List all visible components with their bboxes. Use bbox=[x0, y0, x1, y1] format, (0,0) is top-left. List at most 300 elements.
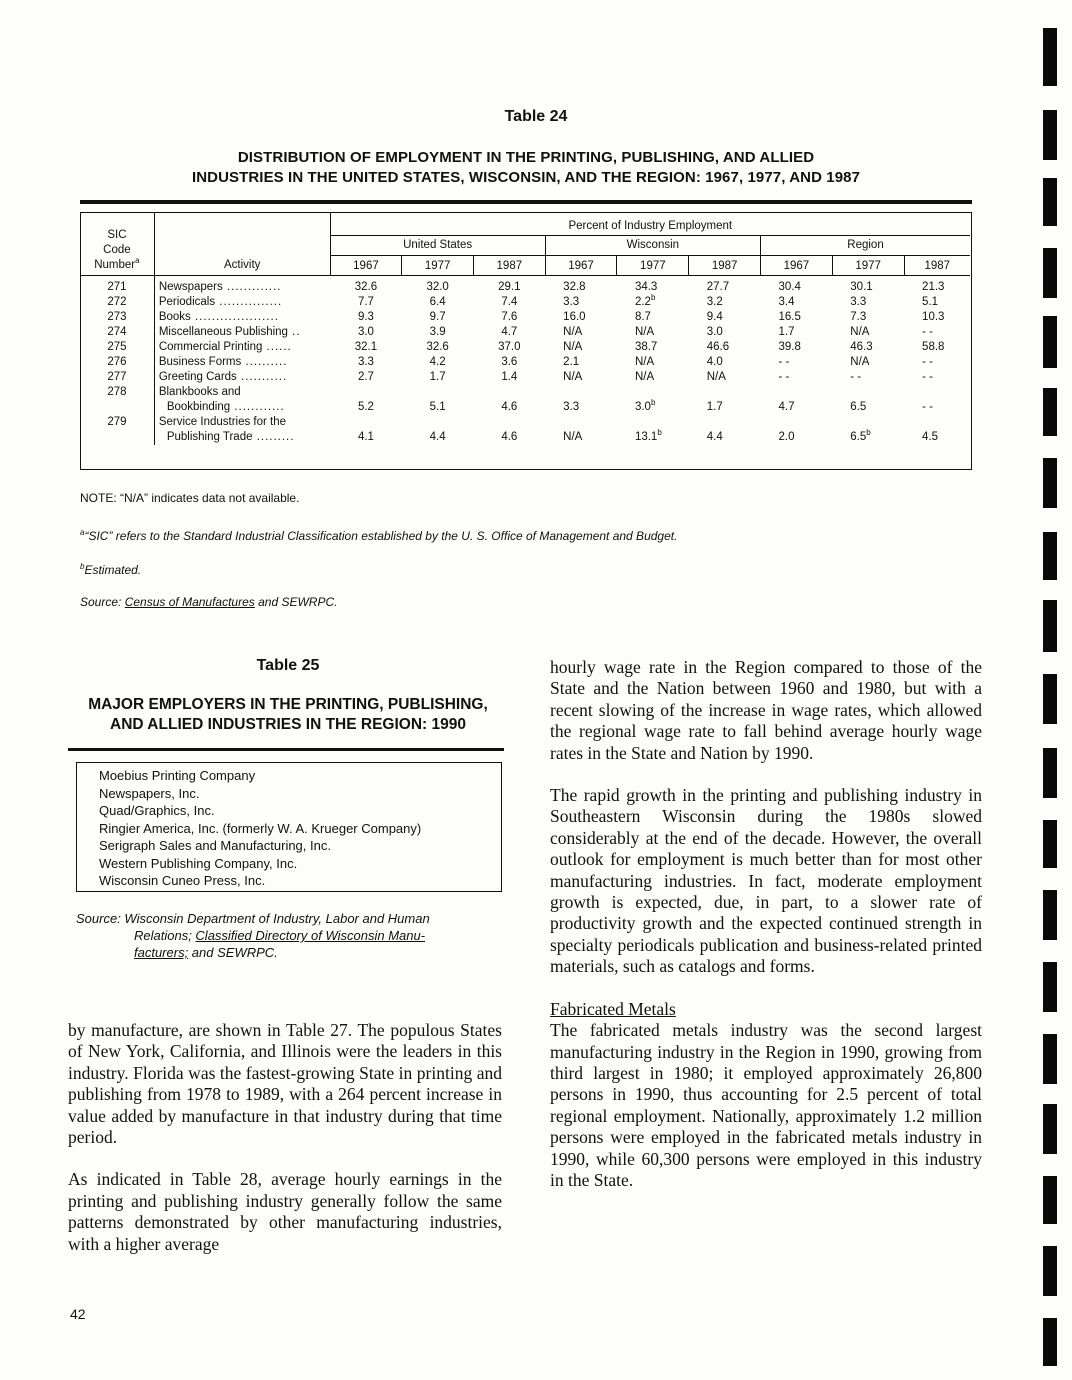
table25-source bbox=[76, 910, 506, 961]
wi-value-text: 38.7 bbox=[634, 341, 658, 353]
year-header: 1977 bbox=[617, 255, 689, 275]
region-value bbox=[761, 370, 833, 385]
activity-cell bbox=[154, 340, 330, 355]
table24-top-rule bbox=[80, 200, 972, 204]
paragraph: The fabricated metals industry was the second largest manufacturing industry in the Region in 1990, growing from third largest in 1980; it employed approximately 26,800 persons in 1990, thus accounting for 2.5 percent of total regional employment. Nationally, approximately 1.2 million persons were employed in the fabricated metals industry in 1990, while 60,300 persons were employed in this industry in the State. bbox=[550, 1020, 982, 1190]
scan-mark bbox=[1043, 1176, 1057, 1224]
us-value-text: 4.7 bbox=[501, 326, 518, 338]
us-value bbox=[330, 415, 402, 445]
source-line bbox=[76, 944, 506, 961]
wi-value-text: 27.7 bbox=[706, 280, 730, 293]
paragraph: As indicated in Table 28, average hourly earnings in the printing and publishing industry generally follow the same patterns demonstrated by other manufacturing industries, with a higher average bbox=[68, 1169, 502, 1254]
activity-name: Service Industries for the bbox=[158, 416, 287, 428]
footnote-b-text: Estimated. bbox=[84, 563, 142, 577]
table24-footnote-b bbox=[80, 563, 141, 577]
sic-code: 276 bbox=[107, 356, 127, 368]
wi-value bbox=[545, 275, 617, 295]
region-value bbox=[904, 325, 970, 340]
region-value bbox=[904, 370, 970, 385]
table24-heading-line2: INDUSTRIES IN THE UNITED STATES, WISCONSIN, AND THE REGION: 1967, 1977, AND 1987 bbox=[191, 169, 861, 186]
activity-line bbox=[159, 400, 326, 415]
list-item: Serigraph Sales and Manufacturing, Inc. bbox=[99, 838, 331, 853]
region-value-text: N/A bbox=[850, 326, 870, 338]
source-census-title: Census of Manufactures bbox=[124, 595, 255, 609]
list-item: Western Publishing Company, Inc. bbox=[99, 855, 298, 871]
table-row bbox=[80, 340, 970, 355]
region-value bbox=[904, 310, 970, 325]
list-item: Wisconsin Cuneo Press, Inc. bbox=[99, 873, 266, 888]
activity-name: Business Forms bbox=[158, 356, 242, 368]
table-row bbox=[80, 275, 970, 295]
wi-value bbox=[689, 340, 761, 355]
us-value bbox=[473, 325, 545, 340]
leader-dots: ......... bbox=[252, 431, 295, 443]
wi-value-text: 8.7 bbox=[634, 311, 651, 323]
scan-mark bbox=[1043, 316, 1057, 368]
region-value-text: 30.4 bbox=[778, 280, 801, 293]
table24-note: NOTE: “N/A” indicates data not available. bbox=[80, 491, 300, 505]
us-value bbox=[473, 295, 545, 310]
region-value-text: 39.8 bbox=[778, 341, 801, 353]
region-value-text: 7.3 bbox=[850, 311, 867, 323]
scan-mark bbox=[1043, 890, 1057, 940]
table-row bbox=[80, 325, 970, 340]
table25-heading-line1: MAJOR EMPLOYERS IN THE PRINTING, PUBLISHING, bbox=[88, 696, 488, 713]
table25-frame bbox=[76, 762, 502, 892]
scan-mark bbox=[1043, 1318, 1057, 1366]
region-value-text: 4.7 bbox=[778, 401, 795, 413]
scan-mark bbox=[1043, 532, 1057, 580]
scan-mark bbox=[1043, 674, 1057, 724]
activity-cell bbox=[154, 310, 330, 325]
region-value-text: 46.3 bbox=[850, 341, 873, 353]
scan-mark bbox=[1043, 388, 1057, 436]
activity-line bbox=[159, 415, 326, 430]
source-directory-title: Classified Directory of Wisconsin Manu- bbox=[195, 928, 426, 943]
region-value-text: 58.8 bbox=[922, 341, 945, 353]
region-value-text: 1.7 bbox=[778, 326, 795, 338]
sic-header bbox=[80, 213, 154, 275]
activity-name-cont: Publishing Trade bbox=[166, 431, 253, 443]
region-value bbox=[904, 355, 970, 370]
region-value-text: - - bbox=[850, 371, 862, 383]
wi-value bbox=[545, 355, 617, 370]
us-value bbox=[473, 275, 545, 295]
wi-value bbox=[689, 415, 761, 445]
wi-value-text: N/A bbox=[563, 326, 583, 338]
wi-value-text: 13.1 bbox=[634, 431, 658, 443]
table-row bbox=[80, 310, 970, 325]
us-value-text: 3.6 bbox=[501, 356, 518, 368]
us-value bbox=[473, 385, 545, 415]
scan-mark bbox=[1043, 178, 1057, 226]
activity-cell bbox=[154, 415, 330, 445]
us-value-text: 29.1 bbox=[498, 280, 521, 293]
source-line: Source: Wisconsin Department of Industry, Labor and Human bbox=[76, 911, 430, 926]
wi-value-text: 16.0 bbox=[563, 311, 586, 323]
wi-value bbox=[545, 415, 617, 445]
group-header-wi: Wisconsin bbox=[545, 235, 760, 255]
wi-value bbox=[617, 355, 689, 370]
us-value bbox=[402, 325, 474, 340]
source-line bbox=[76, 927, 506, 944]
us-value bbox=[330, 385, 402, 415]
source-directory-title: facturers; bbox=[134, 945, 189, 960]
employer-list bbox=[77, 763, 501, 890]
scan-mark bbox=[1043, 28, 1057, 86]
leader-dots: ............ bbox=[230, 401, 285, 413]
page-number: 42 bbox=[70, 1306, 86, 1322]
table24-heading bbox=[80, 148, 972, 188]
us-value-text: 3.9 bbox=[429, 326, 446, 338]
activity-line bbox=[159, 430, 326, 445]
scan-mark bbox=[1043, 1104, 1057, 1154]
wi-value bbox=[617, 275, 689, 295]
table25-heading-line2: AND ALLIED INDUSTRIES IN THE REGION: 1990 bbox=[110, 716, 466, 733]
region-value bbox=[904, 385, 970, 415]
table24-label: Table 24 bbox=[504, 108, 568, 125]
estimated-mark: b bbox=[650, 398, 656, 408]
table-row bbox=[80, 370, 970, 385]
wi-value bbox=[689, 385, 761, 415]
us-value bbox=[402, 295, 474, 310]
region-value bbox=[832, 340, 904, 355]
section-heading-fabricated-metals: Fabricated Metals bbox=[550, 998, 676, 1019]
year-header: 1977 bbox=[402, 255, 474, 275]
scan-mark bbox=[1043, 820, 1057, 868]
scan-mark bbox=[1043, 1246, 1057, 1296]
us-value bbox=[402, 355, 474, 370]
table-row bbox=[80, 415, 970, 445]
leader-dots: .................... bbox=[190, 311, 279, 323]
us-value-text: 9.3 bbox=[357, 311, 374, 323]
activity-name: Newspapers bbox=[158, 280, 223, 293]
wi-value bbox=[617, 295, 689, 310]
wi-value-text: N/A bbox=[563, 341, 583, 353]
us-value bbox=[330, 295, 402, 310]
activity-cell bbox=[154, 355, 330, 370]
table24-footnote-a bbox=[80, 529, 677, 543]
wi-value bbox=[617, 325, 689, 340]
us-value-text: 4.1 bbox=[357, 431, 374, 443]
estimated-mark: b bbox=[866, 428, 871, 438]
wi-value bbox=[545, 370, 617, 385]
leader-dots: ........... bbox=[236, 371, 288, 383]
table-row bbox=[80, 385, 970, 415]
us-value-text: 7.7 bbox=[357, 296, 374, 308]
sic-code: 271 bbox=[107, 280, 127, 293]
wi-value bbox=[689, 370, 761, 385]
activity-cell bbox=[154, 295, 330, 310]
table25-heading bbox=[64, 695, 512, 735]
estimated-mark: b bbox=[657, 428, 662, 438]
group-header-us: United States bbox=[330, 235, 545, 255]
wi-value bbox=[545, 310, 617, 325]
year-header: 1987 bbox=[689, 255, 761, 275]
us-value bbox=[402, 275, 474, 295]
left-column bbox=[68, 1020, 502, 1255]
us-value-text: 2.7 bbox=[357, 371, 374, 383]
paragraph: hourly wage rate in the Region compared to those of the State and the Nation between 1960 and 1980, but with a recent slowing of the increase in wage rates, which allowed the regional wage rate to fall behind average hourly wage rates in the State and Nation by 1990. bbox=[550, 657, 982, 763]
us-value-text: 9.7 bbox=[429, 311, 446, 323]
wi-value-text: 3.0 bbox=[634, 401, 651, 413]
sic-header-line1: SIC bbox=[107, 228, 127, 241]
region-value bbox=[832, 310, 904, 325]
us-value bbox=[330, 275, 402, 295]
us-value-text: 7.6 bbox=[501, 311, 518, 323]
wi-value-text: 3.0 bbox=[706, 326, 723, 338]
region-value bbox=[761, 325, 833, 340]
activity-name: Books bbox=[158, 311, 191, 323]
region-value bbox=[761, 355, 833, 370]
wi-value bbox=[545, 325, 617, 340]
wi-value bbox=[617, 310, 689, 325]
region-value-text: 10.3 bbox=[922, 311, 945, 323]
us-value bbox=[402, 340, 474, 355]
us-value bbox=[473, 310, 545, 325]
activity-header: Activity bbox=[154, 213, 330, 275]
region-value-text: 30.1 bbox=[850, 280, 873, 293]
sic-header-footnote-mark: a bbox=[135, 255, 140, 265]
estimated-mark: b bbox=[650, 293, 656, 303]
us-value-text: 4.6 bbox=[501, 431, 518, 443]
source-suffix: and SEWRPC. bbox=[254, 595, 338, 609]
percent-header: Percent of Industry Employment bbox=[330, 213, 970, 235]
scan-mark bbox=[1043, 600, 1057, 652]
activity-name-cont: Bookbinding bbox=[166, 401, 231, 413]
wi-value-text: 2.2 bbox=[634, 296, 651, 308]
region-value bbox=[832, 370, 904, 385]
region-value bbox=[761, 310, 833, 325]
table25-rule bbox=[68, 748, 504, 751]
wi-value-text: 4.0 bbox=[706, 356, 723, 368]
region-value-text: 6.5 bbox=[850, 401, 867, 413]
wi-value bbox=[617, 415, 689, 445]
us-value-text: 4.6 bbox=[501, 401, 518, 413]
wi-value-text: 3.3 bbox=[563, 296, 580, 308]
activity-cell bbox=[154, 275, 330, 295]
region-value-text: - - bbox=[778, 371, 790, 383]
year-header: 1967 bbox=[545, 255, 617, 275]
paragraph: The rapid growth in the printing and publishing industry in Southeastern Wisconsin during the 1980s slowed considerably at the end of the decade. However, the overall outlook for employment is much better than for most other manufacturing industries. In fact, moderate employment growth is expected, due, in part, to a slower rate of productivity growth and the expected continued strength in specialty periodicals publication and business-related printed materials, such as catalogs and forms. bbox=[550, 785, 982, 977]
table25-label: Table 25 bbox=[256, 657, 320, 674]
wi-value-text: 46.6 bbox=[706, 341, 730, 353]
us-value bbox=[473, 340, 545, 355]
region-value bbox=[832, 325, 904, 340]
wi-value-text: 3.3 bbox=[563, 401, 580, 413]
right-column bbox=[550, 657, 982, 1191]
wi-value bbox=[689, 295, 761, 310]
us-value-text: 32.6 bbox=[426, 341, 449, 353]
us-value-text: 1.4 bbox=[501, 371, 518, 383]
wi-value bbox=[689, 355, 761, 370]
us-value bbox=[402, 310, 474, 325]
footnote-a-mark: a bbox=[80, 528, 85, 537]
wi-value bbox=[689, 325, 761, 340]
leader-dots: .......... bbox=[241, 356, 288, 368]
region-value-text: 6.5 bbox=[850, 431, 867, 443]
us-value-text: 5.1 bbox=[429, 401, 446, 413]
leader-dots: ............. bbox=[222, 280, 282, 293]
us-value bbox=[473, 370, 545, 385]
region-value bbox=[761, 415, 833, 445]
activity-cell bbox=[154, 325, 330, 340]
list-item: Quad/Graphics, Inc. bbox=[99, 803, 215, 818]
us-value-text: 32.0 bbox=[426, 280, 449, 293]
footnote-a-text: “SIC” refers to the Standard Industrial Classification established by the U. S. Office of Management and Budget. bbox=[84, 529, 678, 543]
list-item: Newspapers, Inc. bbox=[99, 785, 200, 801]
us-value-text: 1.7 bbox=[429, 371, 446, 383]
wi-value bbox=[545, 385, 617, 415]
us-value-text: 4.4 bbox=[429, 431, 446, 443]
wi-value-text: N/A bbox=[563, 431, 583, 443]
sic-code: 273 bbox=[107, 311, 127, 323]
region-value-text: N/A bbox=[850, 356, 870, 368]
us-value bbox=[330, 310, 402, 325]
scan-mark bbox=[1043, 1034, 1057, 1084]
scan-mark bbox=[1043, 962, 1057, 1012]
region-value-text: - - bbox=[922, 356, 933, 368]
wi-value-text: 3.2 bbox=[706, 296, 723, 308]
region-value-text: - - bbox=[922, 371, 933, 383]
scan-mark bbox=[1043, 748, 1057, 798]
activity-name: Greeting Cards bbox=[158, 371, 237, 383]
region-value bbox=[904, 295, 970, 310]
us-value bbox=[402, 385, 474, 415]
region-value-text: - - bbox=[922, 326, 933, 338]
wi-value bbox=[617, 370, 689, 385]
scan-mark bbox=[1043, 248, 1057, 298]
sic-code: 275 bbox=[107, 341, 127, 353]
activity-name: Commercial Printing bbox=[158, 341, 263, 353]
us-value bbox=[473, 355, 545, 370]
table24-source bbox=[80, 595, 337, 609]
us-value bbox=[402, 370, 474, 385]
region-value-text: 16.5 bbox=[778, 311, 801, 323]
us-value-text: 37.0 bbox=[498, 341, 521, 353]
year-header: 1987 bbox=[904, 255, 970, 275]
sic-header-line2: Code bbox=[103, 243, 131, 256]
region-value bbox=[832, 355, 904, 370]
region-value-text: 2.0 bbox=[778, 431, 795, 443]
activity-line bbox=[159, 385, 326, 400]
us-value-text: 32.1 bbox=[354, 341, 378, 353]
wi-value-text: 4.4 bbox=[706, 431, 723, 443]
table24-heading-line1: DISTRIBUTION OF EMPLOYMENT IN THE PRINTING, PUBLISHING, AND ALLIED bbox=[237, 149, 815, 166]
wi-value-text: N/A bbox=[563, 371, 583, 383]
activity-cell bbox=[154, 370, 330, 385]
region-value bbox=[761, 295, 833, 310]
us-value bbox=[402, 415, 474, 445]
wi-value-text: 32.8 bbox=[563, 280, 586, 293]
us-value-text: 5.2 bbox=[357, 401, 374, 413]
region-value-text: 5.1 bbox=[922, 296, 939, 308]
wi-value bbox=[545, 340, 617, 355]
wi-value bbox=[545, 295, 617, 310]
activity-name: Miscellaneous Publishing bbox=[158, 326, 288, 338]
list-item: Moebius Printing Company bbox=[99, 768, 256, 783]
scan-mark bbox=[1043, 458, 1057, 508]
sic-header-line3 bbox=[84, 255, 150, 273]
us-value bbox=[330, 340, 402, 355]
region-value-text: 3.4 bbox=[778, 296, 795, 308]
activity-name: Periodicals bbox=[158, 296, 216, 308]
us-value-text: 3.3 bbox=[357, 356, 374, 368]
region-value-text: 21.3 bbox=[922, 280, 945, 293]
region-value bbox=[904, 340, 970, 355]
us-value bbox=[330, 370, 402, 385]
region-value bbox=[761, 385, 833, 415]
sic-code: 272 bbox=[107, 296, 127, 308]
scan-marks bbox=[1043, 0, 1059, 1380]
region-value bbox=[832, 385, 904, 415]
wi-value-text: 1.7 bbox=[706, 401, 723, 413]
sic-header-number: Number bbox=[94, 258, 136, 271]
region-value bbox=[904, 275, 970, 295]
region-value-text: 3.3 bbox=[850, 296, 867, 308]
us-value-text: 6.4 bbox=[429, 296, 446, 308]
year-header: 1967 bbox=[330, 255, 402, 275]
sic-code: 278 bbox=[107, 386, 127, 398]
wi-value bbox=[617, 340, 689, 355]
year-header: 1987 bbox=[473, 255, 545, 275]
wi-value bbox=[689, 310, 761, 325]
wi-value-text: N/A bbox=[634, 371, 655, 383]
us-value bbox=[473, 415, 545, 445]
leader-dots: ...... bbox=[262, 341, 292, 353]
wi-value-text: 2.1 bbox=[563, 356, 580, 368]
region-value bbox=[832, 275, 904, 295]
year-header: 1967 bbox=[761, 255, 833, 275]
region-value-text: - - bbox=[778, 356, 790, 368]
leader-dots: ............... bbox=[215, 296, 283, 308]
table24 bbox=[80, 213, 970, 445]
us-value bbox=[330, 355, 402, 370]
table-row bbox=[80, 295, 970, 310]
table-row bbox=[80, 355, 970, 370]
region-value bbox=[832, 295, 904, 310]
group-header-region: Region bbox=[761, 235, 970, 255]
wi-value bbox=[689, 275, 761, 295]
wi-value-text: N/A bbox=[706, 371, 726, 383]
us-value-text: 7.4 bbox=[501, 296, 518, 308]
region-value bbox=[761, 340, 833, 355]
wi-value-text: 34.3 bbox=[634, 280, 658, 293]
activity-name: Blankbooks and bbox=[158, 386, 241, 398]
us-value-text: 4.2 bbox=[429, 356, 446, 368]
us-value bbox=[330, 325, 402, 340]
wi-value-text: N/A bbox=[634, 326, 655, 338]
sic-code: 277 bbox=[107, 371, 127, 383]
leader-dots: .. bbox=[287, 326, 301, 338]
wi-value-text: N/A bbox=[634, 356, 655, 368]
footnote-b-mark: b bbox=[80, 562, 85, 571]
paragraph: by manufacture, are shown in Table 27. The populous States of New York, California, and Illinois were the leaders in this industry. Florida was the fastest-growing State in printing and publishing from 1978 to 1989, with a 264 percent increase in value added by manufacture in that industry during that time period. bbox=[68, 1020, 502, 1148]
region-value bbox=[832, 415, 904, 445]
activity-cell bbox=[154, 385, 330, 415]
wi-value bbox=[617, 385, 689, 415]
region-value-text: - - bbox=[922, 401, 933, 413]
region-value bbox=[761, 275, 833, 295]
source-text: and SEWRPC. bbox=[188, 945, 278, 960]
list-item: Ringier America, Inc. (formerly W. A. Krueger Company) bbox=[99, 820, 422, 836]
wi-value-text: 9.4 bbox=[706, 311, 723, 323]
source-text: Relations; bbox=[134, 928, 196, 943]
region-value bbox=[904, 415, 970, 445]
region-value-text: 4.5 bbox=[922, 431, 939, 443]
sic-code: 279 bbox=[107, 416, 127, 428]
year-header: 1977 bbox=[832, 255, 904, 275]
